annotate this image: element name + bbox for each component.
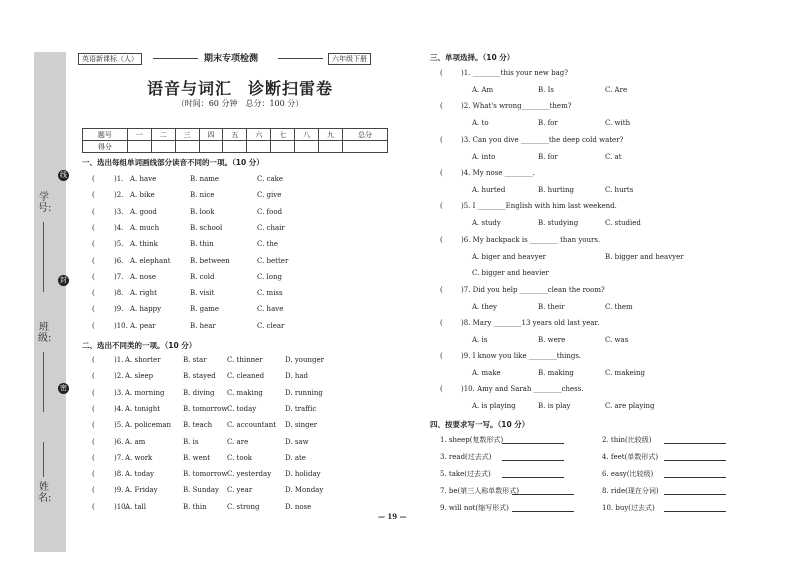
answer-paren[interactable]: ( bbox=[92, 240, 95, 249]
answer-paren[interactable]: ( bbox=[92, 404, 95, 413]
score-cell[interactable] bbox=[319, 141, 343, 153]
answer-paren[interactable]: ( bbox=[440, 168, 443, 177]
option-c: C. strong bbox=[227, 502, 260, 511]
answer-paren[interactable]: ( bbox=[92, 305, 95, 314]
option-a: A. right bbox=[130, 289, 157, 298]
write-prompt: 6. easy(比较级) bbox=[602, 470, 654, 478]
score-header-cell: 三 bbox=[175, 129, 199, 141]
option-b: B. tomorrow bbox=[183, 404, 228, 413]
option-c: C. the bbox=[257, 240, 279, 249]
score-header-cell: 四 bbox=[199, 129, 223, 141]
option-b: B. for bbox=[538, 152, 558, 161]
option-b: B. name bbox=[190, 175, 220, 183]
option-b: B. thin bbox=[183, 502, 207, 511]
option-d: D. ate bbox=[285, 453, 306, 462]
answer-paren[interactable]: ( bbox=[92, 437, 95, 446]
section-4-heading: 四、按要求写一写。（10 分） bbox=[430, 420, 530, 429]
answer-paren[interactable]: ( bbox=[92, 272, 95, 281]
option-d: D. Monday bbox=[285, 486, 324, 495]
write-prompt: 1. sheep(复数形式) bbox=[440, 436, 504, 444]
option-b: B. is play bbox=[538, 402, 571, 411]
answer-blank[interactable] bbox=[664, 486, 726, 495]
option-c: C. at bbox=[605, 152, 622, 161]
option-c: C. accountant bbox=[227, 421, 277, 430]
write-prompt: 5. take(过去式) bbox=[440, 470, 491, 478]
answer-paren[interactable]: ( bbox=[92, 191, 95, 200]
write-prompt: 3. read(过去式) bbox=[440, 453, 492, 461]
option-d: D. nose bbox=[285, 502, 312, 511]
option-a: A. Friday bbox=[125, 486, 158, 495]
option-a: A. to bbox=[472, 119, 489, 128]
score-cell[interactable] bbox=[151, 141, 175, 153]
option-a: A. tonight bbox=[125, 404, 161, 413]
option-a: A. they bbox=[472, 302, 497, 311]
answer-paren[interactable]: ( bbox=[440, 202, 443, 211]
seal-closed-mark: 密 bbox=[60, 384, 67, 392]
answer-paren[interactable]: ( bbox=[92, 321, 95, 330]
option-a: A. biger and heavyer bbox=[472, 252, 547, 261]
option-c: C. yesterday bbox=[227, 470, 272, 479]
answer-blank[interactable] bbox=[664, 469, 726, 478]
option-b: B. were bbox=[538, 335, 566, 344]
option-b: B. cold bbox=[190, 272, 215, 281]
write-prompt: 9. will not(缩写形式) bbox=[440, 504, 509, 512]
option-a: A. bike bbox=[130, 191, 155, 200]
question-number: )5. bbox=[114, 240, 124, 249]
grade-tag: 六年级下册 bbox=[328, 53, 371, 65]
question-number: )10. bbox=[114, 321, 128, 330]
page-title bbox=[90, 76, 390, 99]
score-cell[interactable] bbox=[343, 141, 388, 153]
name-label: 姓名: bbox=[38, 482, 52, 504]
option-c: C. cleaned bbox=[227, 372, 265, 381]
question-number: )3. bbox=[114, 388, 124, 397]
option-b: B. school bbox=[190, 223, 223, 232]
header-title: 期末专项检测 bbox=[204, 54, 259, 64]
score-header-cell: 八 bbox=[295, 129, 319, 141]
question-number: )4. bbox=[114, 404, 124, 413]
name-line bbox=[43, 442, 44, 477]
question-number: )4. bbox=[114, 223, 124, 232]
answer-paren[interactable]: ( bbox=[440, 235, 443, 244]
option-b: B. bigger and heavyer bbox=[605, 252, 684, 261]
question-number: )10. bbox=[114, 502, 128, 511]
question-number: )2. bbox=[114, 372, 124, 381]
question-text: )9. I know you like ________things. bbox=[461, 352, 582, 361]
section-1-heading: 一、选出每组单词画线部分读音不同的一项。（10 分） bbox=[82, 158, 264, 167]
answer-paren[interactable]: ( bbox=[440, 285, 443, 294]
option-d: D. saw bbox=[285, 437, 309, 446]
seal-cover-mark: 封 bbox=[60, 276, 67, 284]
option-b: B. visit bbox=[190, 289, 215, 298]
answer-paren[interactable]: ( bbox=[92, 453, 95, 462]
option-b: B. hear bbox=[190, 321, 216, 330]
option-c: C. cake bbox=[257, 175, 284, 183]
answer-paren[interactable]: ( bbox=[440, 352, 443, 361]
option-c: C. are bbox=[227, 437, 249, 446]
option-d: D. traffic bbox=[285, 404, 317, 413]
question-number: )7. bbox=[114, 272, 124, 281]
answer-paren[interactable]: ( bbox=[92, 372, 95, 381]
answer-paren[interactable]: ( bbox=[92, 207, 95, 216]
option-c: C. bigger and heavier bbox=[472, 268, 549, 277]
option-c: C. them bbox=[605, 302, 633, 311]
question-number: )1. bbox=[114, 356, 124, 364]
answer-paren[interactable]: ( bbox=[440, 135, 443, 144]
score-cell[interactable] bbox=[175, 141, 199, 153]
option-a: A. is bbox=[472, 335, 488, 344]
title-part-2: 诊断扫雷卷 bbox=[248, 79, 334, 98]
option-c: C. today bbox=[227, 404, 257, 413]
score-cell[interactable] bbox=[199, 141, 223, 153]
question-number: )9. bbox=[114, 305, 124, 314]
option-a: A. study bbox=[472, 219, 501, 228]
option-d: D. holiday bbox=[285, 470, 321, 479]
option-b: B. is bbox=[183, 437, 199, 446]
section-2-heading: 二、选出不同类的一项。（10 分） bbox=[82, 341, 197, 350]
score-cell[interactable] bbox=[223, 141, 247, 153]
subtitle: （时间：60 分钟 总分：100 分） bbox=[176, 99, 304, 108]
question-text: )5. I ________English with him last weekend. bbox=[461, 202, 617, 211]
option-c: C. hurts bbox=[605, 185, 634, 194]
section-3-heading: 三、单项选择。（10 分） bbox=[430, 53, 515, 62]
student-number-label: 学号: bbox=[38, 192, 52, 214]
question-number: )3. bbox=[114, 207, 124, 216]
option-c: C. have bbox=[257, 305, 284, 314]
option-b: B. nice bbox=[190, 191, 215, 200]
answer-blank[interactable] bbox=[664, 435, 726, 444]
option-b: B. star bbox=[183, 356, 207, 364]
score-cell[interactable] bbox=[295, 141, 319, 153]
score-table bbox=[82, 128, 388, 153]
question-number: )5. bbox=[114, 421, 124, 430]
option-b: B. Is bbox=[538, 86, 554, 94]
write-prompt: 2. thin(比较级) bbox=[602, 436, 652, 444]
option-c: C. long bbox=[257, 272, 282, 281]
class-label: 班级: bbox=[38, 322, 52, 344]
option-c: C. year bbox=[227, 486, 253, 495]
option-c: C. clear bbox=[257, 321, 285, 330]
page-header bbox=[78, 51, 388, 65]
option-b: B. went bbox=[183, 453, 211, 462]
option-a: A. is playing bbox=[472, 402, 516, 411]
write-prompt: 10. buy(过去式) bbox=[602, 504, 655, 512]
option-c: C. food bbox=[257, 207, 283, 216]
header-rule-left bbox=[153, 58, 198, 59]
answer-blank[interactable] bbox=[512, 486, 574, 495]
question-text: )7. Did you help ________clean the room? bbox=[461, 285, 605, 294]
option-a: A. tall bbox=[125, 502, 146, 511]
question-text: )8. Mary ________13 years old last year. bbox=[461, 318, 600, 327]
option-b: B. studying bbox=[538, 219, 579, 228]
answer-paren[interactable]: ( bbox=[92, 486, 95, 495]
option-d: D. running bbox=[285, 388, 323, 397]
score-header-cell: 二 bbox=[151, 129, 175, 141]
question-number: )6. bbox=[114, 437, 124, 446]
answer-paren[interactable]: ( bbox=[440, 102, 443, 111]
option-b: B. thin bbox=[190, 240, 214, 249]
score-header-cell: 一 bbox=[127, 129, 151, 141]
option-a: A. am bbox=[125, 437, 146, 446]
option-a: A. good bbox=[130, 207, 157, 216]
score-cell[interactable] bbox=[247, 141, 271, 153]
question-text: )3. Can you dive ________the deep cold water? bbox=[461, 135, 624, 144]
option-a: A. have bbox=[130, 175, 157, 183]
score-cell[interactable] bbox=[271, 141, 295, 153]
answer-blank[interactable] bbox=[502, 435, 564, 444]
option-a: A. sleep bbox=[125, 372, 154, 381]
option-a: A. think bbox=[130, 240, 158, 249]
class-line bbox=[43, 352, 44, 412]
write-prompt: 8. ride(现在分词) bbox=[602, 487, 659, 495]
option-c: C. makeing bbox=[605, 369, 645, 378]
option-c: C. studied bbox=[605, 219, 641, 228]
option-a: A. pear bbox=[130, 321, 156, 330]
question-number: )7. bbox=[114, 453, 124, 462]
answer-paren[interactable]: ( bbox=[92, 421, 95, 430]
answer-blank[interactable] bbox=[502, 452, 564, 461]
option-c: C. miss bbox=[257, 289, 283, 298]
option-a: A. happy bbox=[130, 305, 162, 314]
option-b: B. their bbox=[538, 302, 565, 311]
question-number: )1. bbox=[114, 175, 124, 183]
option-c: C. was bbox=[605, 335, 629, 344]
option-a: A. nose bbox=[130, 272, 156, 281]
option-c: C. thinner bbox=[227, 356, 263, 364]
page-number: — 19 — bbox=[378, 512, 407, 521]
answer-paren[interactable]: ( bbox=[440, 318, 443, 327]
option-b: B. diving bbox=[183, 388, 215, 397]
answer-blank[interactable] bbox=[502, 469, 564, 478]
option-a: A. make bbox=[472, 369, 501, 378]
option-c: C. Are bbox=[605, 86, 628, 94]
option-b: B. stayed bbox=[183, 372, 216, 381]
student-number-line bbox=[43, 222, 44, 292]
option-a: A. today bbox=[125, 470, 155, 479]
binding-strip bbox=[34, 52, 66, 552]
answer-blank[interactable] bbox=[512, 503, 574, 512]
question-number: )6. bbox=[114, 256, 124, 265]
question-text: )4. My nose ________. bbox=[461, 168, 535, 177]
title-part-1: 语音与词汇 bbox=[146, 79, 232, 98]
answer-paren[interactable]: ( bbox=[92, 470, 95, 479]
option-b: B. teach bbox=[183, 421, 213, 430]
score-header-cell: 五 bbox=[223, 129, 247, 141]
option-b: B. for bbox=[538, 119, 558, 128]
edition-tag: 英语新课标（人） bbox=[78, 53, 142, 65]
option-b: B. hurting bbox=[538, 185, 574, 194]
option-c: C. are playing bbox=[605, 402, 655, 411]
option-d: D. younger bbox=[285, 356, 324, 364]
question-text: )6. My backpack is ________ than yours. bbox=[461, 235, 601, 244]
option-b: B. Sunday bbox=[183, 486, 220, 495]
option-b: B. game bbox=[190, 305, 220, 314]
score-cell[interactable] bbox=[127, 141, 151, 153]
question-number: )2. bbox=[114, 191, 124, 200]
question-text: )10. Amy and Sarah ________chess. bbox=[461, 385, 584, 394]
option-b: B. tomorrow bbox=[183, 470, 228, 479]
question-number: )8. bbox=[114, 470, 124, 479]
score-value-row bbox=[83, 141, 388, 153]
answer-paren[interactable]: ( bbox=[440, 385, 443, 394]
option-b: B. look bbox=[190, 207, 215, 216]
option-c: C. with bbox=[605, 119, 631, 128]
option-c: C. took bbox=[227, 453, 253, 462]
option-d: D. singer bbox=[285, 421, 318, 430]
option-a: A. into bbox=[472, 152, 496, 161]
score-header-row bbox=[83, 129, 388, 141]
answer-paren[interactable]: ( bbox=[92, 356, 95, 364]
answer-paren[interactable]: ( bbox=[92, 388, 95, 397]
option-a: A. shorter bbox=[125, 356, 161, 364]
answer-paren[interactable]: ( bbox=[92, 502, 95, 511]
score-header-cell: 总分 bbox=[343, 129, 388, 141]
score-row-label: 得分 bbox=[83, 141, 128, 153]
option-c: C. give bbox=[257, 191, 282, 200]
answer-paren[interactable]: ( bbox=[440, 69, 443, 77]
option-c: C. better bbox=[257, 256, 289, 265]
header-rule-right bbox=[278, 58, 323, 59]
option-c: C. chair bbox=[257, 223, 285, 232]
score-header-cell: 九 bbox=[319, 129, 343, 141]
option-a: A. work bbox=[125, 453, 153, 462]
question-text: )2. What's wrong________them? bbox=[461, 102, 572, 111]
option-a: A. morning bbox=[125, 388, 165, 397]
seal-line-mark: 线 bbox=[60, 171, 67, 179]
score-header-cell: 题号 bbox=[83, 129, 128, 141]
answer-paren[interactable]: ( bbox=[92, 256, 95, 265]
option-a: A. policeman bbox=[125, 421, 172, 430]
write-prompt: 4. feet(单数形式) bbox=[602, 453, 659, 461]
question-number: )8. bbox=[114, 289, 124, 298]
answer-paren[interactable]: ( bbox=[92, 175, 95, 183]
option-a: A. elephant bbox=[130, 256, 171, 265]
option-a: A. much bbox=[130, 223, 160, 232]
score-header-cell: 六 bbox=[247, 129, 271, 141]
option-d: D. had bbox=[285, 372, 308, 381]
option-a: A. Am bbox=[472, 86, 494, 94]
answer-paren[interactable]: ( bbox=[92, 223, 95, 232]
option-c: C. making bbox=[227, 388, 263, 397]
option-b: B. between bbox=[190, 256, 230, 265]
write-prompt: 7. be(第三人称单数形式) bbox=[440, 487, 519, 495]
answer-blank[interactable] bbox=[664, 452, 726, 461]
score-header-cell: 七 bbox=[271, 129, 295, 141]
answer-blank[interactable] bbox=[664, 503, 726, 512]
option-b: B. making bbox=[538, 369, 574, 378]
question-text: )1. ________this your new bag? bbox=[461, 69, 569, 77]
question-number: )9. bbox=[114, 486, 124, 495]
option-a: A. hurted bbox=[472, 185, 506, 194]
answer-paren[interactable]: ( bbox=[92, 289, 95, 298]
